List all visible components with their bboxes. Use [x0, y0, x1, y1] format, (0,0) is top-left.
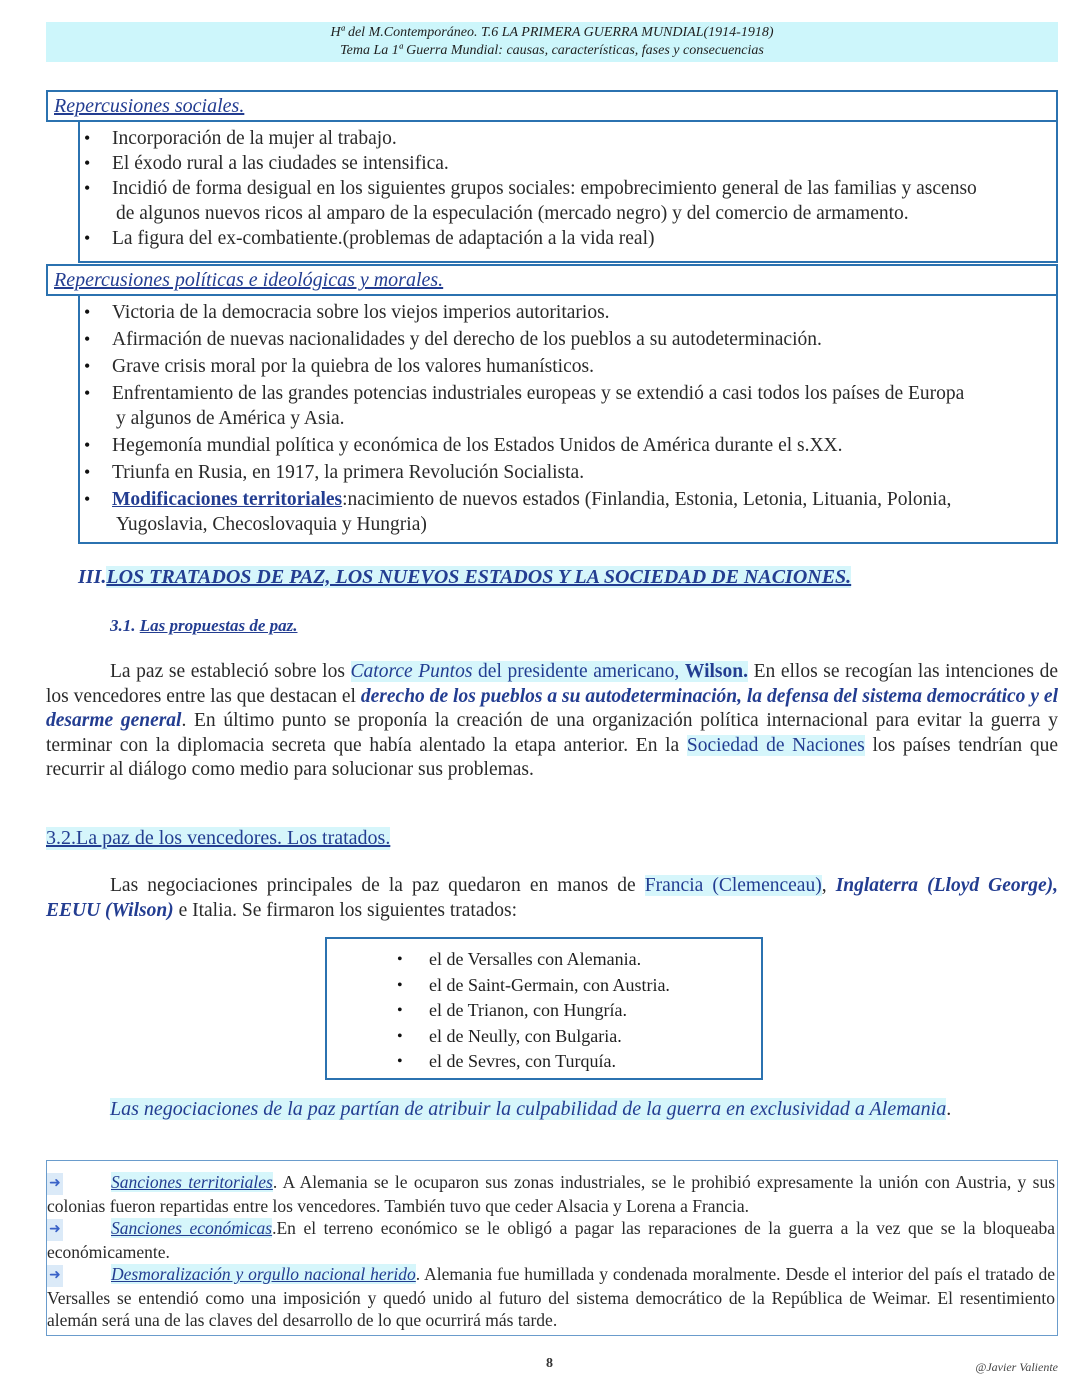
document-header	[46, 22, 1058, 62]
list-item: • La figura del ex-combatiente.(problemas de adaptación a la vida real)	[80, 226, 1046, 251]
list-item: • el de Versalles con Alemania.	[397, 947, 761, 973]
list-item: • Triunfa en Rusia, en 1917, la primera Revolución Socialista.	[80, 460, 1046, 485]
header-course-title: Hª del M.Contemporáneo. T.6 LA PRIMERA GUERRA MUNDIAL(1914-1918)	[330, 25, 774, 40]
header-topic-title: Tema La 1ª Guerra Mundial: causas, características, fases y consecuencias	[340, 43, 764, 58]
arrow-right-icon: ➜	[47, 1219, 111, 1241]
territorial-label: Modificaciones territoriales	[112, 489, 343, 510]
sanction-demoralization: ➜ Desmoralización y orgullo nacional herido. Alemania fue humillada y condenada moralmente. Desde el interior del país el tratado de Versalles se entendió como una imposición y quedó unido al futuro del sistema democrático de la República de Weimar. El resentimiento alemán será una de las claves del desarrollo de lo que ocurrirá más tarde.	[47, 1263, 1055, 1330]
treaties-box	[325, 937, 763, 1080]
list-item: • Incorporación de la mujer al trabajo.	[80, 126, 1046, 151]
sanctions-box	[46, 1160, 1058, 1336]
social-list-box	[78, 122, 1058, 263]
list-item: • Enfrentamiento de las grandes potencias industriales europeas y se extendió a casi todos los países de Europa y algunos de América y Asia.	[80, 381, 1046, 431]
arrow-right-icon: ➜	[47, 1265, 111, 1287]
list-item: • el de Saint-Germain, con Austria.	[397, 973, 761, 999]
subsection-title-peace-proposals: 3.1. Las propuestas de paz.	[110, 616, 298, 635]
list-item: • Victoria de la democracia sobre los viejos imperios autoritarios.	[80, 300, 1046, 325]
section-title-treaties: III.LOS TRATADOS DE PAZ, LOS NUEVOS ESTADOS Y LA SOCIEDAD DE NACIONES.	[78, 566, 852, 588]
list-item: • el de Sevres, con Turquía.	[397, 1049, 761, 1075]
sanction-economic: ➜ Sanciones económicas.En el terreno económico se le obligó a pagar las reparaciones de la guerra a la vez que se la bloqueaba económicamente.	[47, 1217, 1055, 1262]
page-number: 8	[546, 1356, 553, 1371]
culpability-statement: Las negociaciones de la paz partían de atribuir la culpabilidad de la guerra en exclusividad a Alemania.	[110, 1098, 952, 1120]
section-heading-social: Repercusiones sociales.	[46, 90, 1058, 122]
list-item: • Hegemonía mundial política y económica de los Estados Unidos de América durante el s.XX.	[80, 433, 1046, 458]
treaties-list	[397, 947, 761, 1075]
sanction-territorial: ➜ Sanciones territoriales. A Alemania se le ocuparon sus zonas industriales, se le prohibió expresamente la unión con Austria, y sus colonias fueron repartidas entre los vencedores. También tuvo que ceder Alsacia y Lorena a Francia.	[47, 1172, 1055, 1216]
political-list	[80, 300, 1046, 537]
list-item: • el de Trianon, con Hungría.	[397, 998, 761, 1024]
list-item: • Incidió de forma desigual en los siguientes grupos sociales: empobrecimiento general de las familias y ascenso de algunos nuevos ricos al amparo de la especulación (mercado negro) y del comercio de armamento.	[80, 176, 1046, 226]
social-list	[80, 126, 1046, 251]
list-item: • Modificaciones territoriales:nacimiento de nuevos estados (Finlandia, Estonia, Letonia, Lituania, Polonia, Yugoslavia, Checoslovaquia y Hungria)	[80, 487, 1046, 537]
list-item: • El éxodo rural a las ciudades se intensifica.	[80, 151, 1046, 176]
author-credit: @Javier Valiente	[975, 1360, 1058, 1374]
subsection-title-victors-peace: 3.2.La paz de los vencedores. Los tratados.	[46, 827, 391, 849]
arrow-right-icon: ➜	[47, 1173, 111, 1195]
paragraph-peace-proposals: La paz se estableció sobre los Catorce Puntos del presidente americano, Wilson. En ellos se recogían las intenciones de los vencedores entre las que destacan el derecho de los pueblos a su autodeterminación, la defensa del sistema democrático y el desarme general. En último punto se proponía la creación de una organización política internacional para evitar la guerra y terminar con la diplomacia secreta que había alentado la etapa anterior. En la Sociedad de Naciones los países tendrían que recurrir al diálogo como medio para solucionar sus problemas.	[46, 661, 1059, 781]
section-heading-political: Repercusiones políticas e ideológicas y morales.	[46, 264, 1058, 296]
political-list-box	[78, 296, 1058, 544]
list-item: • el de Neully, con Bulgaria.	[397, 1024, 761, 1050]
list-item: • Grave crisis moral por la quiebra de los valores humanísticos.	[80, 354, 1046, 379]
list-item: • Afirmación de nuevas nacionalidades y del derecho de los pueblos a su autodeterminación.	[80, 327, 1046, 352]
paragraph-negotiations: Las negociaciones principales de la paz quedaron en manos de Francia (Clemenceau), Inglaterra (Lloyd George), EEUU (Wilson) e Italia. Se firmaron los siguientes tratados:	[46, 875, 1059, 921]
